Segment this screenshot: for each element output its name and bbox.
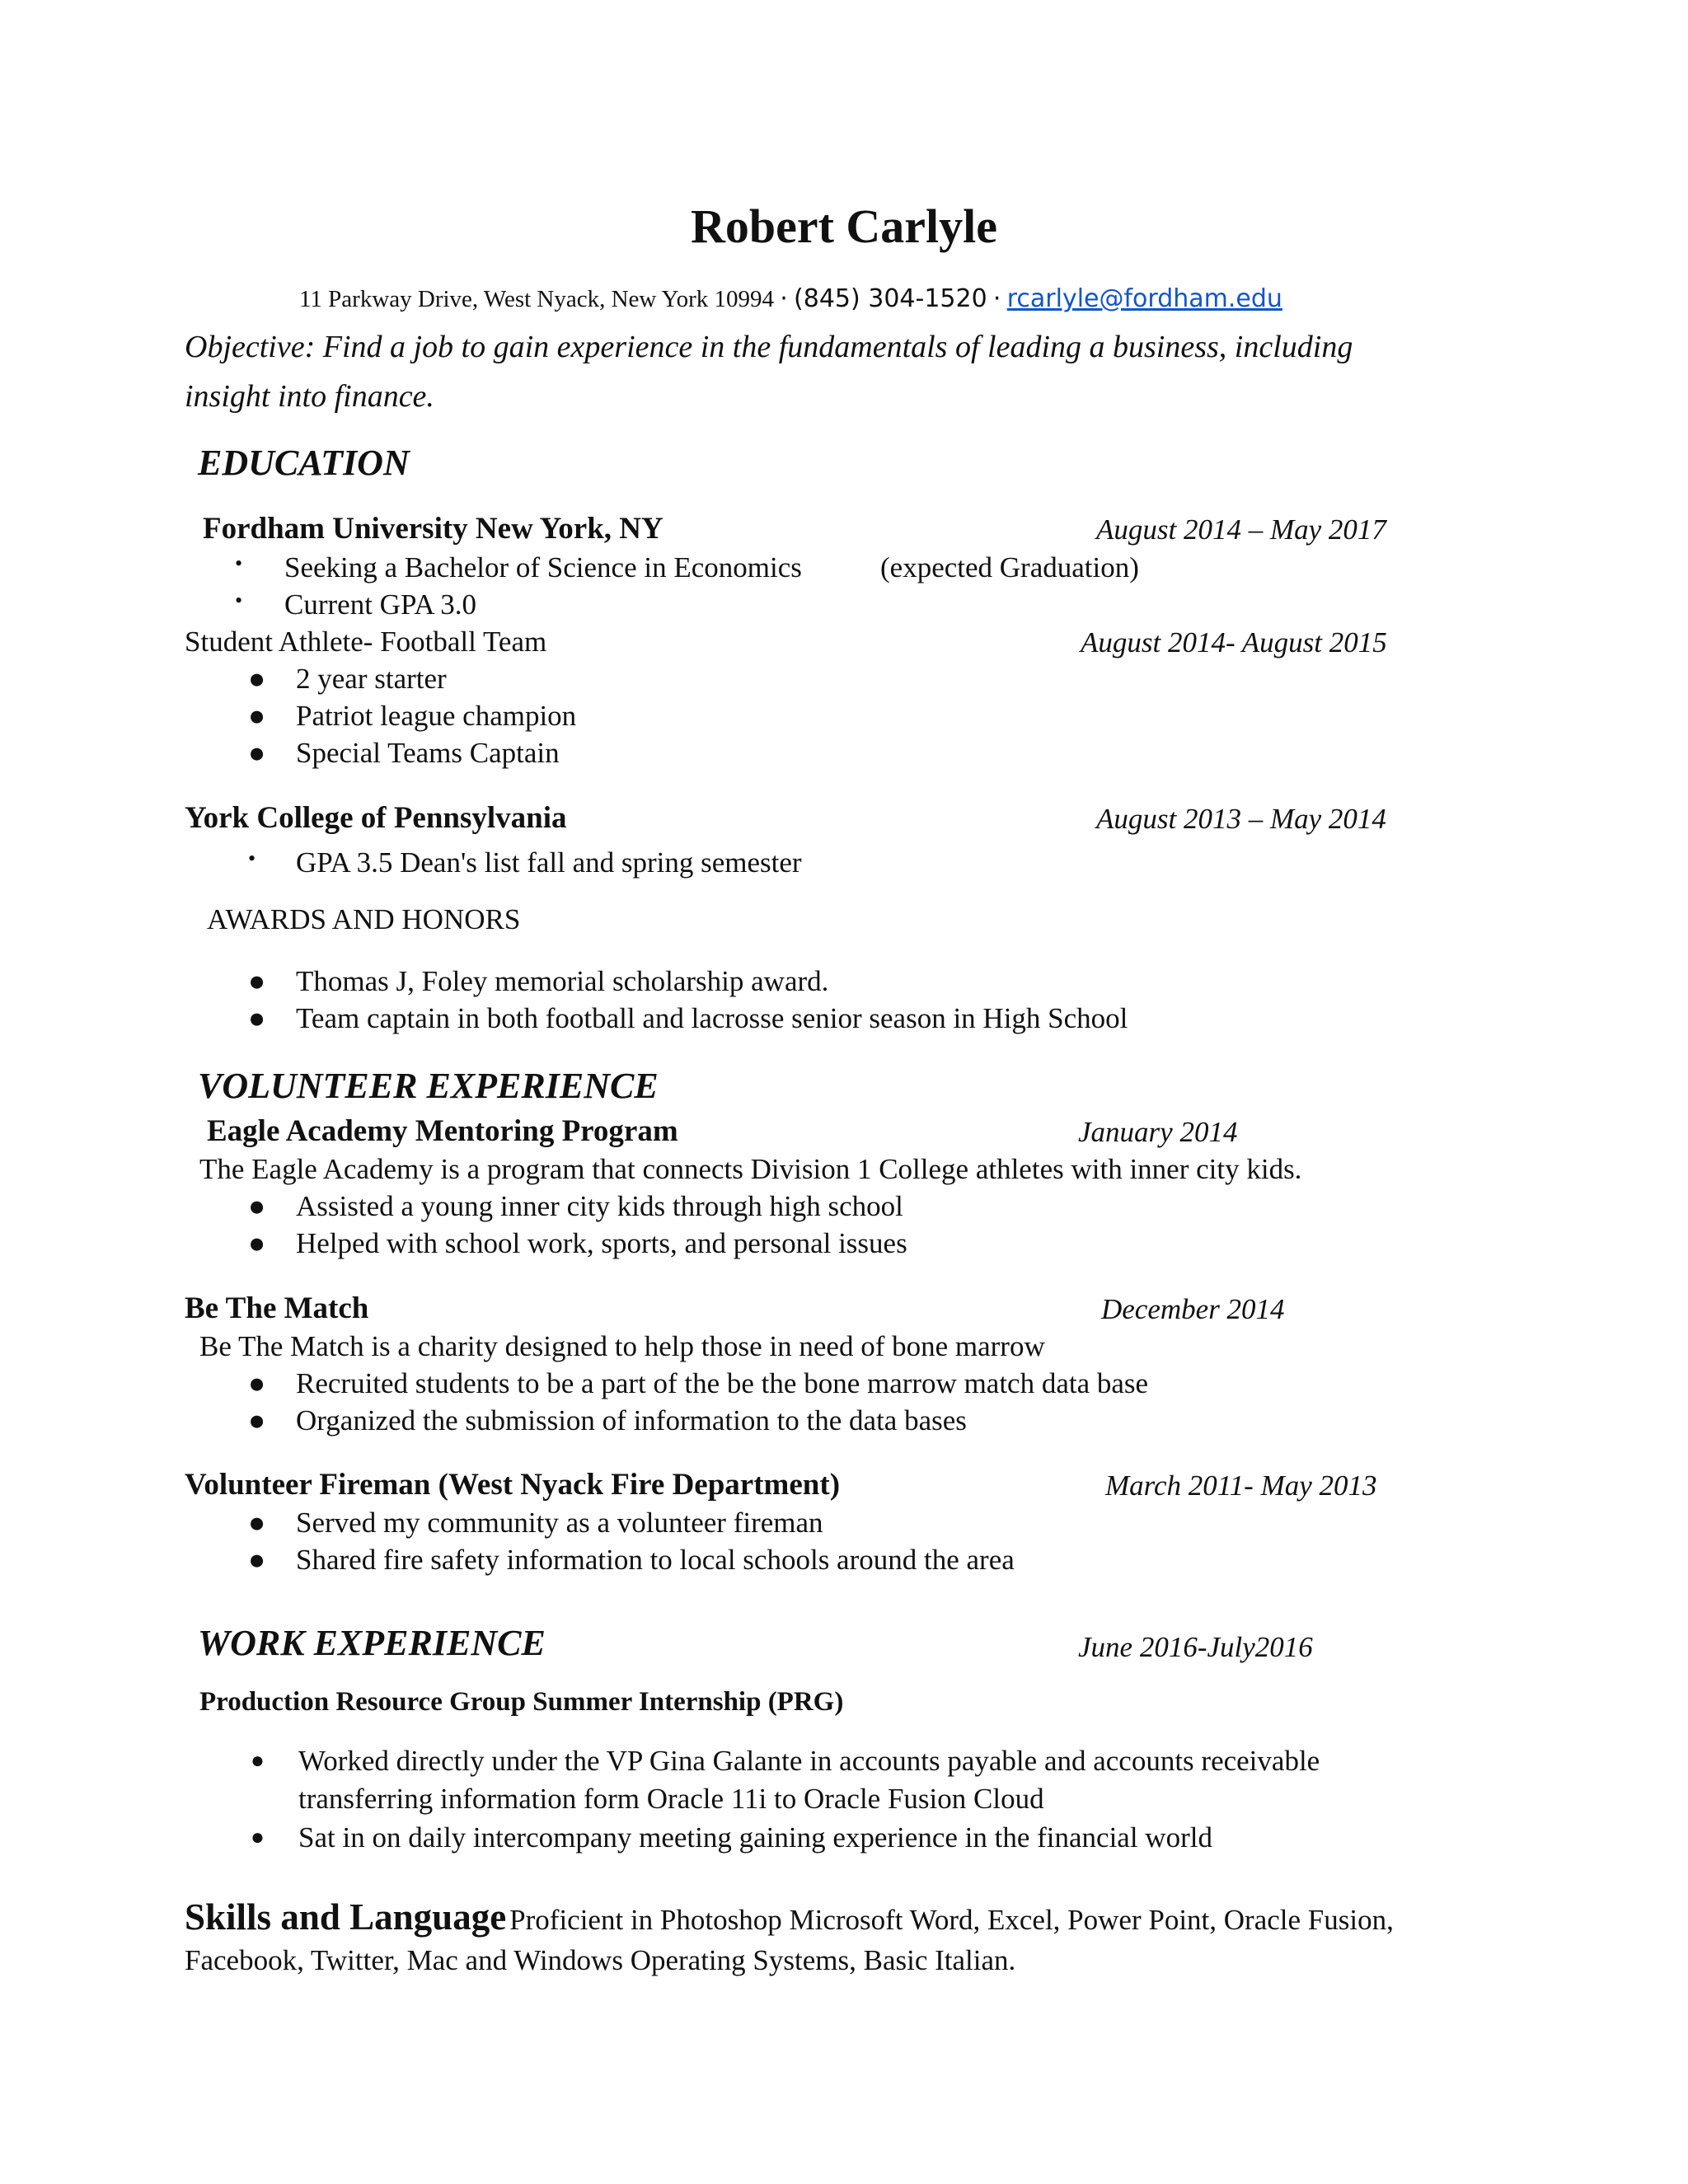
bullet-marker: •	[248, 846, 256, 870]
bullet-marker: ●	[248, 1544, 266, 1576]
list-item: ● Sat in on daily intercompany meeting gaining experience in the financial world	[251, 1821, 1212, 1854]
list-item: ● Worked directly under the VP Gina Galante in accounts payable and accounts receivable	[251, 1745, 1320, 1777]
resume-name: Robert Carlyle	[690, 199, 998, 253]
york-dates: August 2013 – May 2014	[1096, 803, 1386, 835]
work-heading: WORK EXPERIENCE	[198, 1623, 546, 1663]
objective-line-2: insight into finance.	[185, 379, 434, 414]
bullet-marker: ●	[251, 1748, 265, 1774]
list-item: ● Team captain in both football and lacrosse senior season in High School	[248, 1002, 1128, 1034]
phone: (845) 304-1520	[794, 284, 987, 313]
match-dates: December 2014	[1101, 1293, 1285, 1325]
list-item: • Seeking a Bachelor of Science in Economics	[235, 551, 802, 583]
skills-heading: Skills and Language	[185, 1896, 507, 1938]
athlete-title: Student Athlete- Football Team	[185, 626, 547, 658]
bullet-marker: •	[235, 551, 243, 575]
bullet-marker: ●	[248, 1404, 266, 1436]
bullet-marker: ●	[248, 700, 266, 732]
fordham-name: Fordham University New York, NY	[203, 512, 663, 546]
list-item: ● Served my community as a volunteer fireman	[248, 1507, 823, 1539]
separator: ·	[780, 284, 788, 313]
work-dates: June 2016-July2016	[1078, 1631, 1313, 1663]
fireman-dates: March 2011- May 2013	[1105, 1469, 1377, 1502]
skills-line-2: Facebook, Twitter, Mac and Windows Operating Systems, Basic Italian.	[185, 1944, 1016, 1976]
match-name: Be The Match	[185, 1291, 369, 1325]
eagle-name: Eagle Academy Mentoring Program	[207, 1114, 678, 1148]
work-org: Production Resource Group Summer Internship (PRG)	[199, 1687, 844, 1717]
list-item: ● Shared fire safety information to local schools around the area	[248, 1544, 1015, 1576]
volunteer-heading: VOLUNTEER EXPERIENCE	[198, 1066, 659, 1106]
bullet-marker: ●	[248, 1227, 266, 1259]
list-item: ● Special Teams Captain	[248, 737, 560, 769]
list-item: • GPA 3.5 Dean's list fall and spring semester	[248, 846, 802, 879]
list-item: ● Patriot league champion	[248, 700, 577, 732]
bullet-marker: ●	[248, 737, 266, 769]
skills-text: Proficient in Photoshop Microsoft Word, Excel, Power Point, Oracle Fusion,	[509, 1904, 1394, 1936]
skills-line-1	[185, 1896, 1394, 1938]
list-item: ● 2 year starter	[248, 663, 447, 695]
bullet-marker: ●	[248, 1367, 266, 1399]
address: 11 Parkway Drive, West Nyack, New York 10994	[299, 286, 774, 312]
bullet-marker: ●	[248, 663, 266, 695]
expected-graduation: (expected Graduation)	[880, 551, 1139, 583]
bullet-marker: ●	[248, 1507, 266, 1539]
awards-heading: AWARDS AND HONORS	[207, 903, 521, 935]
work-bullet-1-continuation: transferring information form Oracle 11i to Oracle Fusion Cloud	[298, 1783, 1044, 1815]
bullet-marker: ●	[248, 1190, 266, 1222]
fordham-dates: August 2014 – May 2017	[1096, 513, 1386, 546]
eagle-dates: January 2014	[1078, 1116, 1238, 1148]
bullet-marker: ●	[248, 965, 266, 997]
list-item: ● Thomas J, Foley memorial scholarship award.	[248, 965, 829, 997]
fireman-name: Volunteer Fireman (West Nyack Fire Department)	[185, 1468, 841, 1502]
objective-line-1: Objective: Find a job to gain experience in the fundamentals of leading a business, including	[185, 330, 1353, 364]
contact-line	[299, 284, 1282, 313]
bullet-marker: ●	[248, 1002, 266, 1034]
email-link[interactable]: rcarlyle@fordham.edu	[1006, 284, 1282, 313]
match-description: Be The Match is a charity designed to help those in need of bone marrow	[199, 1330, 1045, 1362]
list-item: ● Helped with school work, sports, and personal issues	[248, 1227, 907, 1259]
york-name: York College of Pennsylvania	[185, 801, 567, 835]
athlete-dates: August 2014- August 2015	[1081, 626, 1387, 658]
bullet-marker: •	[235, 588, 243, 612]
list-item: ● Organized the submission of information to the data bases	[248, 1404, 967, 1436]
list-item: ● Assisted a young inner city kids through high school	[248, 1190, 903, 1222]
eagle-description: The Eagle Academy is a program that connects Division 1 College athletes with inner city kids.	[199, 1153, 1302, 1185]
bullet-marker: ●	[251, 1825, 265, 1850]
separator: ·	[992, 284, 1001, 313]
list-item: • Current GPA 3.0	[235, 588, 477, 621]
education-heading: EDUCATION	[198, 443, 410, 483]
list-item: ● Recruited students to be a part of the be the bone marrow match data base	[248, 1367, 1149, 1399]
